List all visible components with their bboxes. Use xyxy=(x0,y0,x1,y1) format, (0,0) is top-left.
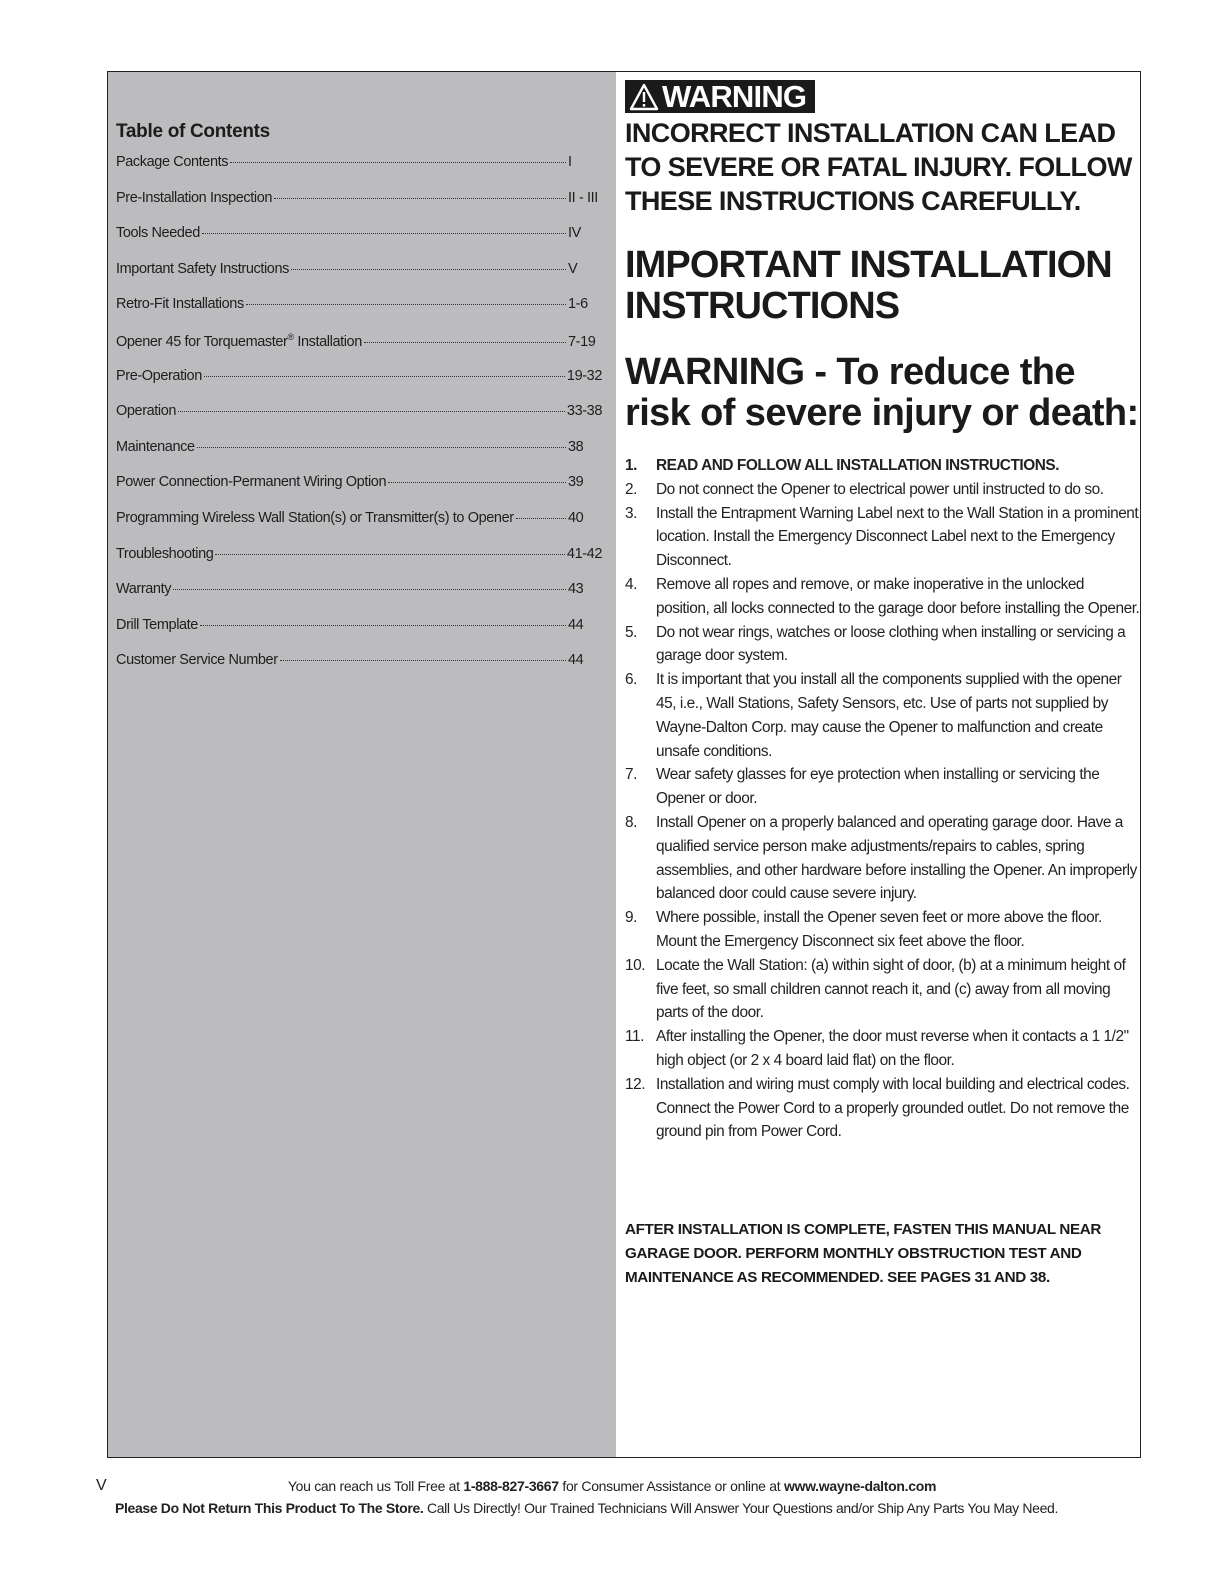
instruction-number: 7. xyxy=(625,766,637,784)
instruction-item xyxy=(625,1073,1140,1144)
toc-leader-dots xyxy=(274,198,566,199)
toc-entry xyxy=(116,368,602,404)
toc-entry-page: 40 xyxy=(568,509,584,526)
toc-entry-label: Tools Needed xyxy=(116,225,200,242)
footer-return-line xyxy=(115,1500,1058,1516)
toc-entry-label: Programming Wireless Wall Station(s) or Transmitter(s) to Opener xyxy=(116,509,514,526)
toc-entry-label: Drill Template xyxy=(116,616,198,633)
toc-entry-page: 1-6 xyxy=(568,296,588,313)
toc-entry xyxy=(116,261,602,297)
instruction-text: Install the Entrapment Warning Label next to the Wall Station in a prominent location. Install the Emergency Disconnect Label next to the Emergency Disconnect. xyxy=(656,504,1139,570)
instruction-text: After installing the Opener, the door must reverse when it contacts a 1 1/2" high object (or 2 x 4 board laid flat) on the floor. xyxy=(656,1028,1129,1069)
instruction-item xyxy=(625,502,1140,573)
toc-entry xyxy=(116,510,602,546)
instruction-item xyxy=(625,811,1140,906)
footer-middle: for Consumer Assistance or online at xyxy=(558,1478,784,1494)
toc-entry-page: 44 xyxy=(568,616,584,633)
instruction-number: 10. xyxy=(625,956,646,974)
instruction-text: Locate the Wall Station: (a) within sight of door, (b) at a minimum height of five feet, so small children cannot reach it, and (c) away from all moving parts of the door. xyxy=(656,956,1126,1022)
toc-leader-dots xyxy=(178,411,565,412)
toc-leader-dots xyxy=(202,233,566,234)
toc-leader-dots xyxy=(388,482,566,483)
instruction-number: 8. xyxy=(625,813,637,831)
instruction-number: 6. xyxy=(625,671,637,689)
instruction-item xyxy=(625,906,1140,954)
instruction-number: 11. xyxy=(625,1028,644,1046)
instruction-item xyxy=(625,1025,1140,1073)
toc-entry-page: 41-42 xyxy=(566,545,602,562)
toc-leader-dots xyxy=(173,589,566,590)
instruction-item xyxy=(625,763,1140,811)
toc-entry-label: Pre-Operation xyxy=(116,367,202,384)
warning-triangle-icon xyxy=(629,83,659,111)
toc-entry xyxy=(116,546,602,582)
toc-entry xyxy=(116,439,602,475)
after-installation-note: AFTER INSTALLATION IS COMPLETE, FASTEN THIS MANUAL NEAR GARAGE DOOR. PERFORM MONTHLY OBSTRUCTION TEST AND MAINTENANCE AS RECOMMENDED. SEE PAGES 31 AND 38. xyxy=(625,1221,1102,1286)
footer-contact-line xyxy=(0,1478,1224,1494)
instruction-text: Do not connect the Opener to electrical power until instructed to do so. xyxy=(656,480,1104,498)
warning-headline: INCORRECT INSTALLATION CAN LEAD TO SEVERE OR FATAL INJURY. FOLLOW THESE INSTRUCTIONS CAREFULLY. xyxy=(625,118,1132,216)
toc-entry-label: Warranty xyxy=(116,581,172,598)
toc-leader-dots xyxy=(246,304,566,305)
instruction-item xyxy=(625,454,1140,478)
toc-entry xyxy=(116,474,602,510)
toc-list xyxy=(116,154,602,688)
toc-entry-label: Customer Service Number xyxy=(116,652,278,669)
toc-leader-dots xyxy=(364,342,566,343)
toc-leader-dots xyxy=(204,376,565,377)
toc-entry xyxy=(116,403,602,439)
toc-entry-page: 43 xyxy=(568,581,584,598)
instruction-text: Install Opener on a properly balanced and operating garage door. Have a qualified service person make adjustments/repairs to cables, spring assemblies, and other hardware before installing the Opener. An improperly balanced door could cause severe injury. xyxy=(656,813,1137,903)
toc-entry-label: Retro-Fit Installations xyxy=(116,296,244,313)
footer-return-notice: Please Do Not Return This Product To The Store. xyxy=(115,1500,424,1516)
toc-entry-label: Maintenance xyxy=(116,438,195,455)
toc-entry-page: 38 xyxy=(568,438,584,455)
toc-entry-label: Important Safety Instructions xyxy=(116,260,289,277)
instruction-number: 12. xyxy=(625,1075,646,1093)
footer-return-details: Call Us Directly! Our Trained Technicians Will Answer Your Questions and/or Ship Any Parts You May Need. xyxy=(423,1500,1058,1516)
toc-entry-page: 39 xyxy=(568,474,584,491)
toc-entry xyxy=(116,154,602,190)
instruction-text: Where possible, install the Opener seven feet or more above the floor. Mount the Emergency Disconnect six feet above the floor. xyxy=(656,909,1102,950)
toc-entry-page: IV xyxy=(568,225,581,242)
toc-entry-page: V xyxy=(568,260,578,277)
toc-entry-label: Troubleshooting xyxy=(116,545,214,562)
page-number: V xyxy=(96,1477,107,1494)
footer-website: www.wayne-dalton.com xyxy=(783,1478,937,1494)
instruction-number: 1. xyxy=(625,457,637,474)
toc-entry xyxy=(116,332,602,368)
toc-entry xyxy=(116,652,602,688)
footer-phone: 1-888-827-3667 xyxy=(463,1478,559,1494)
toc-entry-page: 7-19 xyxy=(568,333,596,350)
toc-entry-page: I xyxy=(568,154,572,170)
toc-leader-dots xyxy=(230,162,566,163)
safety-panel xyxy=(616,72,1140,1457)
instruction-item xyxy=(625,573,1140,621)
risk-warning-title: WARNING - To reduce the risk of severe injury or death: xyxy=(625,351,1139,434)
toc-entry xyxy=(116,190,602,226)
toc-leader-dots xyxy=(200,625,566,626)
warning-badge-label: WARNING xyxy=(662,79,807,114)
instruction-text: It is important that you install all the components supplied with the opener 45, i.e., Wall Stations, Safety Sensors, etc. Use of parts not supplied by Wayne-Dalton Corp. may cause the Opener to malfunction and create unsafe conditions. xyxy=(656,671,1122,760)
toc-entry xyxy=(116,617,602,653)
toc-leader-dots xyxy=(516,518,566,519)
page-frame xyxy=(107,71,1141,1458)
toc-entry-page: 33-38 xyxy=(566,403,602,420)
toc-entry-page: 44 xyxy=(568,652,584,669)
instruction-text: Remove all ropes and remove, or make inoperative in the unlocked position, all locks connected to the garage door before installing the Opener. xyxy=(656,575,1140,617)
important-instructions-title: IMPORTANT INSTALLATION INSTRUCTIONS xyxy=(625,244,1112,327)
table-of-contents-panel xyxy=(108,72,616,1457)
instruction-number: 5. xyxy=(625,623,637,641)
toc-leader-dots xyxy=(280,660,566,661)
toc-leader-dots xyxy=(215,554,564,555)
toc-leader-dots xyxy=(197,447,566,448)
instruction-list xyxy=(625,454,1140,1144)
instruction-text: Wear safety glasses for eye protection when installing or servicing the Opener or door. xyxy=(656,766,1100,808)
toc-entry-label: Power Connection-Permanent Wiring Option xyxy=(116,474,387,491)
toc-entry-page: 19-32 xyxy=(566,367,602,384)
warning-badge xyxy=(625,80,815,113)
instruction-item xyxy=(625,668,1140,763)
toc-entry xyxy=(116,581,602,617)
instruction-number: 9. xyxy=(625,909,637,927)
instruction-item xyxy=(625,478,1140,502)
instruction-item xyxy=(625,621,1140,669)
instruction-number: 4. xyxy=(625,575,637,593)
toc-entry-label: Pre-Installation Inspection xyxy=(116,189,273,206)
instruction-number: 2. xyxy=(625,480,637,498)
toc-entry-label: Package Contents xyxy=(116,154,229,170)
toc-title: Table of Contents xyxy=(116,121,270,142)
toc-entry-page: II - III xyxy=(568,189,598,206)
instruction-number: 3. xyxy=(625,504,637,522)
toc-entry xyxy=(116,225,602,261)
instruction-item xyxy=(625,954,1140,1025)
instruction-text: Installation and wiring must comply with local building and electrical codes. Connect the Power Cord to a properly grounded outlet. Do not remove the ground pin from Power Cord. xyxy=(656,1075,1130,1141)
toc-entry-label: Operation xyxy=(116,403,177,420)
toc-entry xyxy=(116,296,602,332)
footer-prefix: You can reach us Toll Free at xyxy=(287,1478,464,1494)
toc-leader-dots xyxy=(291,269,566,270)
instruction-text: Do not wear rings, watches or loose clothing when installing or servicing a garage door system. xyxy=(656,623,1126,665)
toc-entry-label: Opener 45 for Torquemaster® Installation xyxy=(116,331,362,350)
instruction-text: READ AND FOLLOW ALL INSTALLATION INSTRUCTIONS. xyxy=(656,457,1060,474)
